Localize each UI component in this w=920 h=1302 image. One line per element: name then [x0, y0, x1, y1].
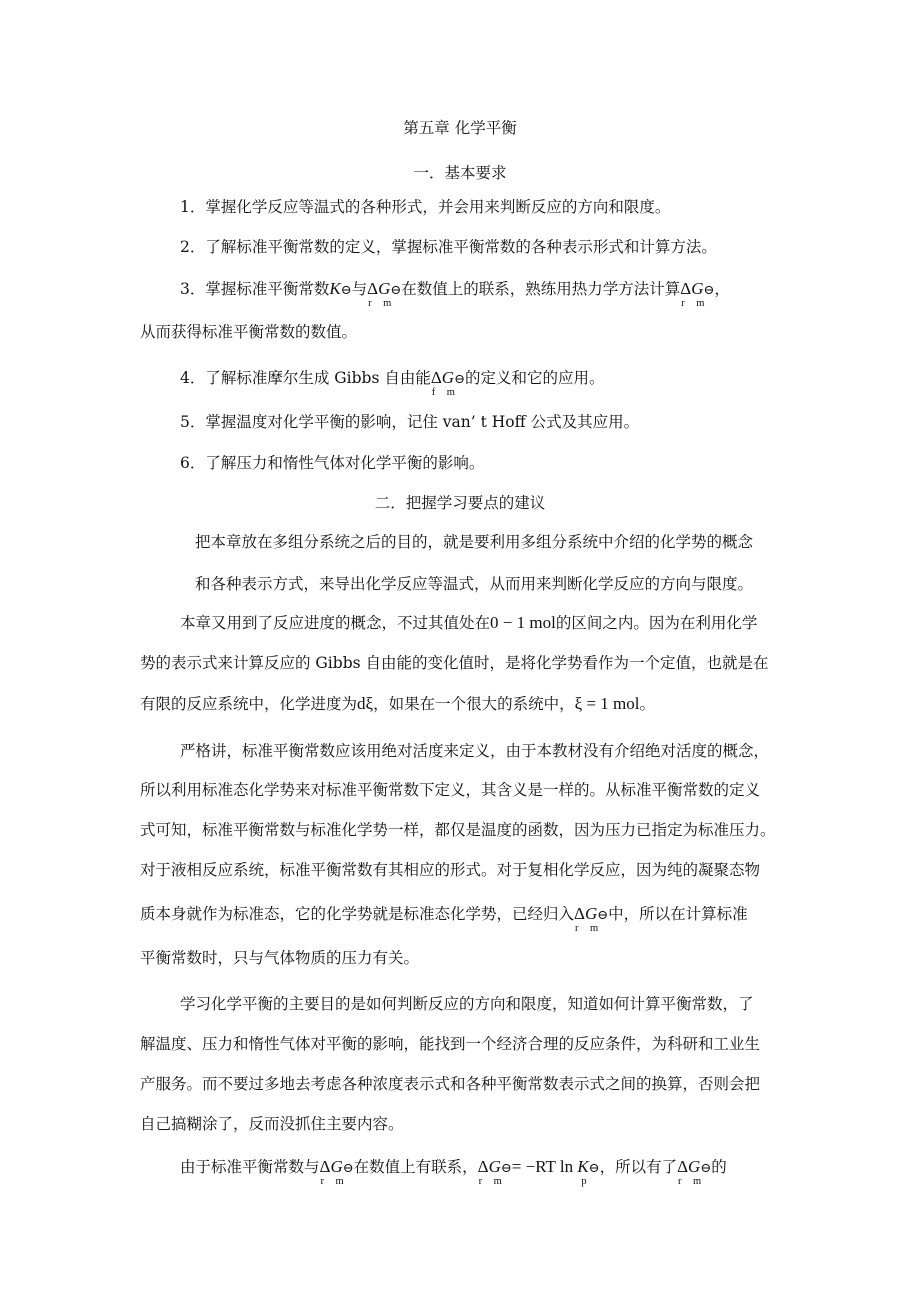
requirement-item-3-continuation: 从而获得标准平衡常数的数值。	[140, 323, 358, 341]
paragraph-4-line-4: 自己搞糊涂了，反而没抓住主要内容。	[140, 1115, 404, 1133]
paragraph-5-line-1: 由于标准平衡常数与Δ r m G⊖在数值上有联系，Δ r m G⊖= −RT ln K p ⊖，所以有了Δ r m G⊖的	[180, 1157, 727, 1187]
formula-delta-rgm: Δ r m G⊖	[319, 1157, 354, 1187]
requirement-item-3-text: 3．掌握标准平衡常数	[180, 280, 330, 298]
formula-delta-rgm: Δ r m G⊖	[680, 279, 715, 309]
formula-delta-rgm: Δ r m G⊖	[574, 904, 609, 934]
paragraph-3-line-2: 所以利用标准态化学势来对标准平衡常数下定义，其含义是一样的。从标准平衡常数的定义	[140, 781, 761, 799]
formula-delta-rgm: Δ r m G⊖	[367, 279, 402, 309]
requirement-item-4: 4．了解标准摩尔生成 Gibbs 自由能Δ f m G⊖的定义和它的应用。	[180, 368, 605, 398]
requirement-item-6: 6．了解压力和惰性气体对化学平衡的影响。	[180, 454, 485, 472]
paragraph-3-line-4: 对于液相反应系统，标准平衡常数有其相应的形式。对于复相化学反应，因为纯的凝聚态物	[140, 861, 761, 879]
paragraph-3-line-6: 平衡常数时，只与气体物质的压力有关。	[140, 949, 420, 967]
formula-xi-equals: ξ = 1 mol	[574, 694, 640, 713]
formula-range: 0 − 1 mol	[490, 613, 556, 632]
paragraph-2-line-1: 本章又用到了反应进度的概念，不过其值处在0 − 1 mol的区间之内。因为在利用化学	[180, 613, 758, 632]
paragraph-4-line-2: 解温度、压力和惰性气体对平衡的影响，能找到一个经济合理的反应条件，为科研和工业生	[140, 1035, 761, 1053]
paragraph-1-line-1: 把本章放在多组分系统之后的目的，就是要利用多组分系统中介绍的化学势的概念	[195, 533, 754, 551]
formula-standard-k: K⊖	[329, 279, 352, 298]
paragraph-3-line-3: 式可知，标准平衡常数与标准化学势一样，都仅是温度的函数，因为压力已指定为标准压力。	[140, 821, 776, 839]
paragraph-1-line-2: 和各种表示方式，来导出化学反应等温式，从而用来判断化学反应的方向与限度。	[195, 575, 754, 593]
paragraph-4-line-3: 产服务。而不要过多地去考虑各种浓度表示式和各种平衡常数表示式之间的换算，否则会把	[140, 1075, 761, 1093]
requirement-item-5: 5．掌握温度对化学平衡的影响，记住 van’ t Hoff 公式及其应用。	[180, 413, 640, 431]
paragraph-2-line-2: 势的表示式来计算反应的 Gibbs 自由能的变化值时，是将化学势看作为一个定值，也就是在	[140, 654, 769, 672]
formula-delta-fgm: Δ f m G⊖	[430, 368, 465, 398]
section-heading-study-tips: 二．把握学习要点的建议	[374, 494, 546, 512]
paragraph-4-line-1: 学习化学平衡的主要目的是如何判断反应的方向和限度，知道如何计算平衡常数，了	[180, 995, 754, 1013]
requirement-item-1: 1．掌握化学反应等温式的各种形式，并会用来判断反应的方向和限度。	[180, 198, 671, 216]
paragraph-3-line-5: 质本身就作为标准态，它的化学势就是标准态化学势，已经归入Δ r m G⊖中，所以在计算标准	[140, 904, 748, 934]
chapter-title: 第五章 化学平衡	[403, 119, 517, 137]
formula-equilibrium-relation: Δ r m G⊖= −RT ln K p ⊖	[477, 1157, 600, 1187]
paragraph-2-line-3: 有限的反应系统中，化学进度为dξ，如果在一个很大的系统中，ξ = 1 mol。	[140, 694, 656, 713]
requirement-item-2: 2．了解标准平衡常数的定义，掌握标准平衡常数的各种表示形式和计算方法。	[180, 238, 717, 256]
requirement-item-3: 3．掌握标准平衡常数K⊖与Δ r m G⊖在数值上的联系，熟练用热力学方法计算Δ r m G⊖，	[180, 279, 730, 309]
paragraph-3-line-1: 严格讲，标准平衡常数应该用绝对活度来定义，由于本教材没有介绍绝对活度的概念，	[180, 742, 770, 760]
formula-dxi: dξ	[357, 694, 374, 713]
formula-delta-rgm: Δ r m G⊖	[677, 1157, 712, 1187]
section-heading-basic-requirements: 一．基本要求	[413, 164, 507, 182]
